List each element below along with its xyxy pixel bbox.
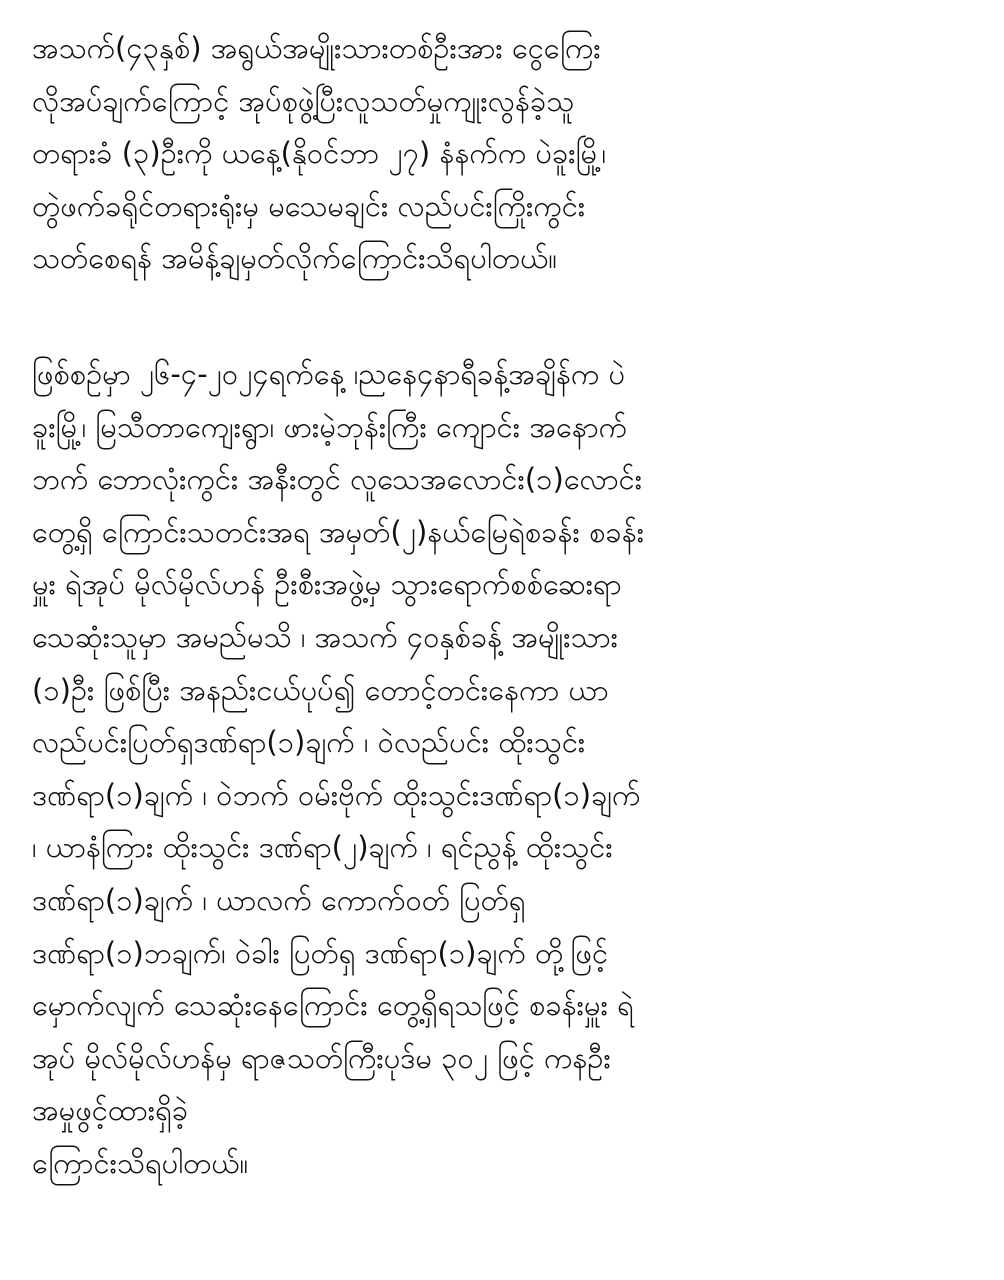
text-line: ကြောင်းသိရပါတယ်။ [32,1145,249,1180]
text-line: အမှုဖွင့်ထားရှိခဲ့ [32,1093,189,1128]
text-line: မှောက်လျက် သေဆုံးနေကြောင်း တွေ့ရှိရသဖြင့် စခန်းမှူး ရဲ [32,988,634,1023]
text-line: ၊ ယာနံကြား ထိုးသွင်း ဒဏ်ရာ(၂)ချက် ၊ ရင်ညွန့် ထိုးသွင်း [32,830,613,865]
text-line: လည်ပင်းပြတ်ရှဒဏ်ရာ(၁)ချက် ၊ ဝဲလည်ပင်း ထိုးသွင်း [32,725,586,760]
text-line: ဒဏ်ရာ(၁)ချက် ၊ ယာလက် ကောက်ဝတ် ပြတ်ရှ [32,882,526,917]
text-line: မှူး ရဲအုပ် မိုလ်မိုလ်ဟန် ဦးစီးအဖွဲ့မှ သွားရောက်စစ်ဆေးရာ [32,567,622,602]
text-line: ဘက် ဘောလုံးကွင်း အနီးတွင် လူသေအလောင်း(၁)လောင်း [32,462,643,497]
text-line: အုပ် မိုလ်မိုလ်ဟန်မှ ရာဇသတ်ကြီးပုဒ်မ ၃၀၂ ဖြင့် ကနဦး [32,1040,611,1075]
text-line: ဒဏ်ရာ(၁)ချက် ၊ ဝဲဘက် ဝမ်းဗိုက် ထိုးသွင်းဒဏ်ရာ(၁)ချက် [32,777,641,812]
text-line: တွဲဖက်ခရိုင်တရားရုံးမှ မသေမချင်း လည်ပင်းကြိုးကွင်း [32,188,586,223]
text-line: သေဆုံးသူမှာ အမည်မသိ ၊ အသက် ၄၀နှစ်ခန့် အမျိုးသား [32,619,618,654]
paragraph-verdict [32,22,982,285]
paragraph-incident-details [32,348,982,1190]
text-line: သတ်စေရန် အမိန့်ချမှတ်လိုက်ကြောင်းသိရပါတယ်။ [32,241,558,276]
text-line: ဖြစ်စဉ်မှာ ၂၆-၄-၂၀၂၄ရက်နေ့ ၊ညနေ၄နာရီခန့်အချိန်က ပဲ [32,357,626,391]
text-line: အသက်(၄၃နှစ်) အရွယ်အမျိုးသားတစ်ဦးအား ငွေကြေး [32,31,601,65]
text-line: (၁)ဦး ဖြစ်ပြီး အနည်းငယ်ပုပ်၍ တောင့်တင်းနေကာ ယာ [32,672,609,707]
text-line: လိုအပ်ချက်ကြောင့် အုပ်စုဖွဲ့ပြီးလူသတ်မှုကျုးလွန်ခဲ့သူ [32,83,575,118]
text-line: တွေ့ရှိ ကြောင်းသတင်းအရ အမှတ်(၂)နယ်မြေရဲစခန်း စခန်း [32,514,645,549]
text-line: ခူးမြို့၊ မြသီတာကျေးရွာ၊ ဖားမဲ့ဘုန်းကြီး ကျောင်း အနောက် [32,409,628,444]
text-line: ဒဏ်ရာ(၁)ဘချက်၊ ဝဲခါး ပြတ်ရှ ဒဏ်ရာ(၁)ချက် တို့ဖြင့် [32,935,609,970]
text-line: တရားခံ (၃)ဦးကို ယနေ့(နိုဝင်ဘာ ၂၇) နံနက်က ပဲခူးမြို့၊ [32,136,607,171]
